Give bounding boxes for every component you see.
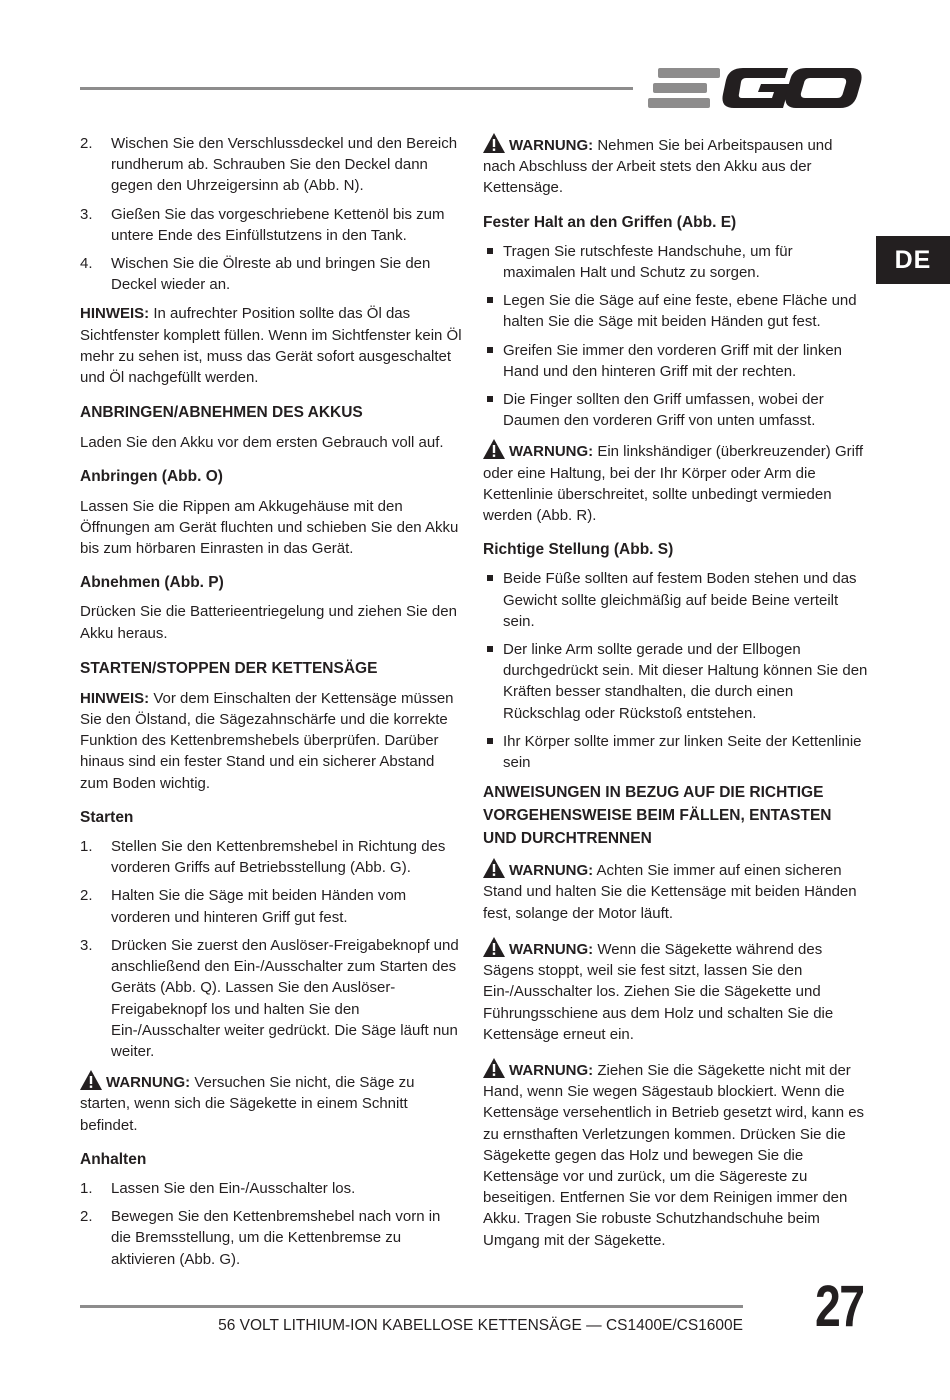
- subsection-heading: Fester Halt an den Griffen (Abb. E): [483, 213, 737, 231]
- warning-triangle-icon: [80, 1070, 102, 1090]
- warning-paragraph: WARNUNG: Achten Sie immer auf einen sicheren Stand und halten Sie die Kettensäge mit beiden Händen fest, solange der Motor läuft.: [483, 858, 868, 924]
- bullet-icon: [487, 646, 493, 652]
- bullet-icon: [487, 347, 493, 353]
- bullet-icon: [487, 396, 493, 402]
- grip-bullet-list: [483, 241, 868, 432]
- paragraph: Lassen Sie die Rippen am Akkugehäuse mit den Öffnungen am Gerät fluchten und schieben Sie den Akku bis zum hörbaren Einrasten in das Gerät.: [80, 497, 459, 558]
- list-item: 2. Wischen Sie den Verschlussdeckel und den Bereich rundherum ab. Schrauben Sie den Deckel dann gegen den Uhrzeigersinn ab (Abb. N).: [80, 135, 458, 195]
- warning-triangle-icon: [483, 937, 505, 957]
- language-tab: DE: [876, 236, 950, 284]
- note-paragraph: HINWEIS: In aufrechter Position sollte das Öl das Sichtfenster komplett füllen. Wenn im Sichtfenster kein Öl mehr zu sehen ist, muss das Gerät sofort ausgeschaltet und Öl nachgefüllt werden.: [80, 305, 462, 387]
- warning-paragraph: WARNUNG: Wenn die Sägekette während des Sägens stoppt, weil sie fest sitzt, lassen Sie den Ein-/Ausschalter los. Ziehen Sie die Sägekette und Führungsschiene aus dem Holz und schalten Sie die Kettensäge erneut ein.: [483, 937, 868, 1045]
- footer-rule: [80, 1305, 743, 1308]
- bullet-icon: [487, 248, 493, 254]
- subsection-heading: Richtige Stellung (Abb. S): [483, 541, 674, 559]
- list-item: 2. Halten Sie die Säge mit beiden Händen vom vorderen und hinteren Griff gut fest.: [80, 887, 407, 926]
- list-item: 3. Drücken Sie zuerst den Auslöser-Freigabeknopf und anschließend den Ein-/Ausschalter zum Starten des Geräts (Abb. Q). Lassen Sie den Auslöser-Freigabeknopf los und halten Sie den Ein-/Ausschalter weiter gedrückt. Die Säge läuft nun weiter.: [80, 936, 459, 1060]
- start-steps-list: [80, 836, 463, 1062]
- section-heading: ANWEISUNGEN IN BEZUG AUF DIE RICHTIGE VORGEHENSWEISE BEIM FÄLLEN, ENTASTEN UND DURCHTRENNEN: [483, 784, 832, 848]
- list-item: 1. Stellen Sie den Kettenbremshebel in Richtung des vorderen Griffs auf Betriebsstellung (Abb. G).: [80, 838, 446, 877]
- section-heading: ANBRINGEN/ABNEHMEN DES AKKUS: [80, 404, 363, 422]
- warning-triangle-icon: [483, 439, 505, 459]
- bullet-icon: [487, 575, 493, 581]
- page-number: 27: [815, 1274, 864, 1339]
- list-item: Der linke Arm sollte gerade und der Ellbogen durchgedrückt sein. Mit dieser Haltung können Sie den Kräften besser standhalten, die durch einen Rückschlag oder Rückstoß entstehen.: [483, 639, 868, 724]
- note-paragraph: HINWEIS: Vor dem Einschalten der Kettensäge müssen Sie den Ölstand, die Sägezahnschärfe und die korrekte Funktion des Kettenbremshebels überprüfen. Darüber hinaus sind ein fester Stand und ein sicherer Abstand zum Boden wichtig.: [80, 689, 454, 792]
- warning-paragraph: WARNUNG: Versuchen Sie nicht, die Säge zu starten, wenn sich die Sägekette in einem Schnitt befindet.: [80, 1070, 463, 1136]
- list-item: Legen Sie die Säge auf eine feste, ebene Fläche und halten Sie die Säge mit beiden Händen gut fest.: [483, 290, 868, 332]
- list-item: Greifen Sie immer den vorderen Griff mit der linken Hand und den hinteren Griff mit der rechten.: [483, 340, 868, 382]
- list-item: 2. Bewegen Sie den Kettenbremshebel nach vorn in die Bremsstellung, um die Kettenbremse zu aktivieren (Abb. G).: [80, 1208, 441, 1268]
- left-column: [80, 133, 463, 1278]
- list-item: 1. Lassen Sie den Ein-/Ausschalter los.: [80, 1179, 356, 1197]
- ego-logo: [648, 62, 863, 114]
- warning-paragraph: WARNUNG: Nehmen Sie bei Arbeitspausen und nach Abschluss der Arbeit stets den Akku aus der Kettensäge.: [483, 133, 868, 199]
- paragraph: Drücken Sie die Batterieentriegelung und ziehen Sie den Akku heraus.: [80, 603, 457, 642]
- warning-triangle-icon: [483, 1058, 505, 1078]
- subsection-heading: Anbringen (Abb. O): [80, 468, 223, 486]
- warning-paragraph: WARNUNG: Ziehen Sie die Sägekette nicht mit der Hand, wenn Sie wegen Sägestaub blockiert. Wenn die Kettensäge versehentlich in Betrieb gesetzt wird, kann es zu ernsthaften Verletzungen kommen. Drücken Sie die Sägekette gegen das Holz und bewegen Sie die Kettensäge vor und zurück, um die Sägereste zu beseitigen. Entfernen Sie vor dem Reinigen immer den Akku. Tragen Sie robuste Schutzhandschuhe beim Umgang mit der Sägekette.: [483, 1058, 868, 1251]
- section-heading: STARTEN/STOPPEN DER KETTENSÄGE: [80, 659, 378, 677]
- footer-title: 56 VOLT LITHIUM-ION KABELLOSE KETTENSÄGE — CS1400E/CS1600E: [218, 1317, 743, 1334]
- list-item: Ihr Körper sollte immer zur linken Seite der Kettenlinie sein: [483, 731, 868, 773]
- list-item: Beide Füße sollten auf festem Boden stehen und das Gewicht sollte gleichmäßig auf beide Beine verteilt sein.: [483, 568, 868, 632]
- header-rule: [80, 87, 633, 90]
- bullet-icon: [487, 738, 493, 744]
- bullet-icon: [487, 297, 493, 303]
- subsection-heading: Anhalten: [80, 1150, 147, 1168]
- list-item: 4. Wischen Sie die Ölreste ab und bringen Sie den Deckel wieder an.: [80, 255, 431, 294]
- subsection-heading: Abnehmen (Abb. P): [80, 574, 224, 592]
- list-item: Tragen Sie rutschfeste Handschuhe, um für maximalen Halt und Schutz zu sorgen.: [483, 241, 868, 283]
- list-item: 3. Gießen Sie das vorgeschriebene Kettenöl bis zum untere Ende des Einfüllstutzens in den Tank.: [80, 205, 445, 244]
- stop-steps-list: [80, 1178, 463, 1270]
- oil-steps-list: [80, 133, 463, 295]
- stance-bullet-list: [483, 568, 868, 773]
- warning-triangle-icon: [483, 133, 505, 153]
- list-item: Die Finger sollten den Griff umfassen, wobei der Daumen den vorderen Griff von unten umfasst.: [483, 389, 868, 431]
- warning-triangle-icon: [483, 858, 505, 878]
- right-column: [483, 133, 868, 1264]
- subsection-heading: Starten: [80, 808, 134, 826]
- paragraph: Laden Sie den Akku vor dem ersten Gebrauch voll auf.: [80, 434, 444, 452]
- warning-paragraph: WARNUNG: Ein linkshändiger (überkreuzender) Griff oder eine Haltung, bei der Ihr Körper oder Arm die Kettenlinie überschreitet, sollte unbedingt vermieden werden (Abb. R).: [483, 439, 868, 526]
